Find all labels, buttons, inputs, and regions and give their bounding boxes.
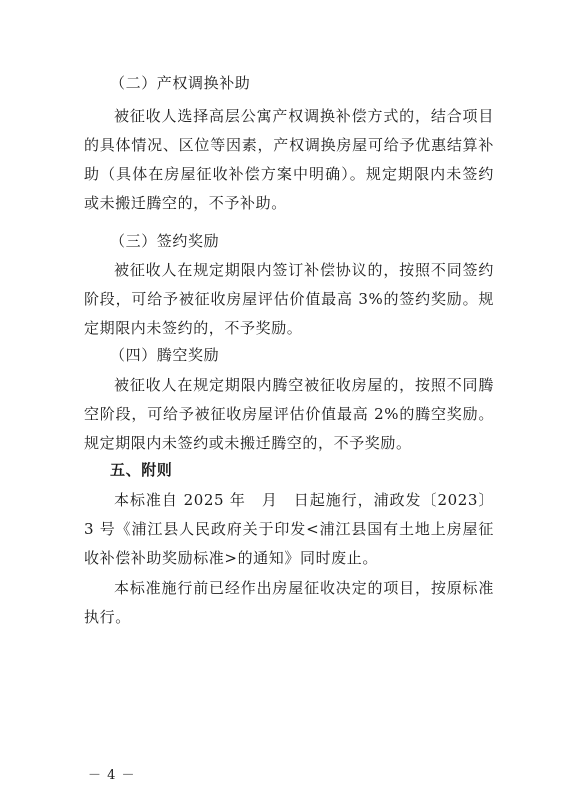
section-2-heading: （二）产权调换补助 (110, 74, 251, 92)
chapter-5-body-2: 本标准施行前已经作出房屋征收决定的项目，按原标准执行。 (84, 579, 494, 626)
page-number: － 4 － (88, 768, 136, 783)
chapter-5-body-1: 本标准自 2025 年 月 日起施行，浦政发〔2023〕3 号《浦江县人民政府关于印发<浦江县国有土地上房屋征收补偿补助奖励标准>的通知》同时废止。 (84, 491, 494, 567)
section-4-heading: （四）腾空奖励 (110, 346, 220, 364)
section-3-body: 被征收人在规定期限内签订补偿协议的，按照不同签约阶段，可给予被征收房屋评估价值最高 3%的签约奖励。规定期限内未签约的，不予奖励。 (84, 261, 494, 337)
section-4-body: 被征收人在规定期限内腾空被征收房屋的，按照不同腾空阶段，可给予被征收房屋评估价值最高 2%的腾空奖励。规定期限内未签约或未搬迁腾空的，不予奖励。 (84, 376, 494, 452)
section-3-heading: （三）签约奖励 (110, 232, 220, 250)
section-2-body: 被征收人选择高层公寓产权调换补偿方式的，结合项目的具体情况、区位等因素，产权调换房屋可给予优惠结算补助（具体在房屋征收补偿方案中明确）。规定期限内未签约或未搬迁腾空的，不予补助。 (84, 107, 494, 212)
chapter-5-heading: 五、附则 (110, 461, 173, 479)
